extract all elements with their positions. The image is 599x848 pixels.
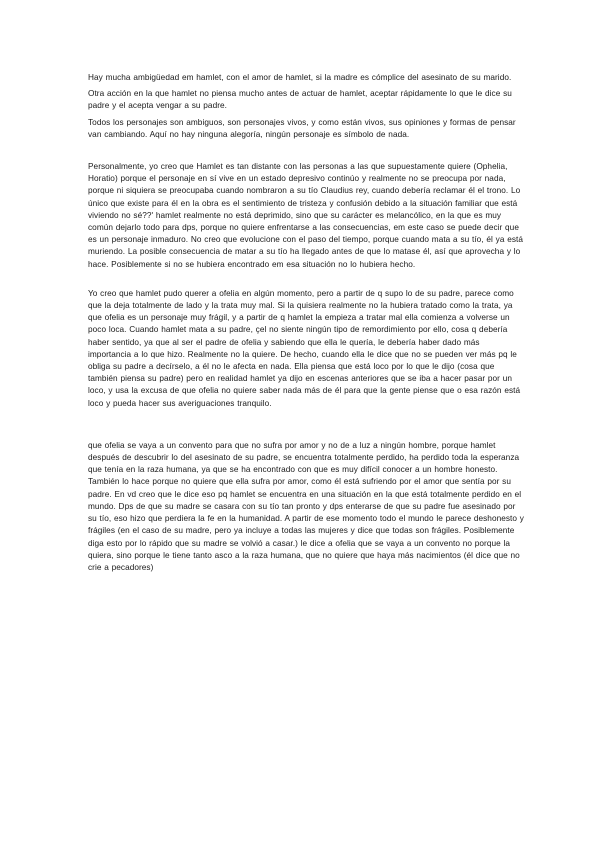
paragraph-personal-opinion: Personalmente, yo creo que Hamlet es tan distante con las personas a las que supuestamente quiere (Ophelia, Horatio) porque el personaje en sí vive en un estado depresivo continúo y realmente no se preocupa por nada, porque ni siquiera se preocupaba cuando nombraron a su tío Claudius rey, cuando debería reclamar él el trono. Lo único que existe para él en la obra es el sentimiento de tristeza y confusión debido a la situación familiar que está viviendo no sé??' hamlet realmente no está deprimido, sino que su carácter es melancólico, en la que es muy común dejarlo todo para dps, porque no quiere enfrentarse a las consecuencias, em este caso se puede decir que es un personaje inmaduro. No creo que evolucione con el paso del tiempo, porque cuando mata a su tío, él ya está muriendo. La posible consecuencia de matar a su tío ha llegado antes de que lo matase él, así que aprovecha y lo hace. Posiblemente si no se hubiera encontrado em esa situación no lo hubiera hecho. <box>88 162 524 269</box>
paragraph-ofelia-love: Yo creo que hamlet pudo querer a ofelia en algún momento, pero a partir de q supo lo de su padre, parece como que la deja totalmente de lado y la trata muy mal. Si la quisiera realmente no la hubiera tratado como la trata, ya que ofelia es un personaje muy frágil, y a partir de q hamlet la empieza a tratar mal ella comienza a volverse un poco loca. Cuando hamlet mata a su padre, çel no siente ningún tipo de remordimiento por ello, cosa q debería haber sentido, ya que al ser el padre de ofelia y sabiendo que ella le quería, le debería haber dado más importancia a lo que hizo. Realmente no la quiere. De hecho, cuando ella le dice que no se pueden ver más pq le obliga su padre a decírselo, a él no le afecta en nada. Ella piensa que está loco por lo que le dijo (cosa que también piensa su padre) pero en realidad hamlet ya dijo en escenas anteriores que se iba a hacer pasar por un loco, y usa la excusa de que ofelia no quiere saber nada más de él para que la gente piense que o esa razón está loco y pueda hacer sus averiguaciones tranquilo. <box>88 288 521 408</box>
paragraph-ambiguity: Hay mucha ambigüedad em hamlet, con el amor de hamlet, si la madre es cómplice del asesinato de su marido. <box>88 73 512 82</box>
paragraph-characters: Todos los personajes son ambiguos, son personajes vivos, y como están vivos, sus opiniones y formas de pensar van cambiando. Aquí no hay ninguna alegoría, ningún personaje es símbolo de nada. <box>88 117 516 139</box>
document-body <box>88 72 524 574</box>
paragraph-convent: que ofelia se vaya a un convento para que no sufra por amor y no de a luz a ningún hombre, porque hamlet después de descubrir lo del asesinato de su padre, se encuentra totalmente perdido, ha perdido toda la esperanza que tenía en la raza humana, ya que se ha encontrado con que es muy difícil conocer a un hombre honesto. También lo hace porque no quiere que ella sufra por amor, como él está sufriendo por el amor que sentía por su padre. En vd creo que le dice eso pq hamlet se encuentra en una situación en la que está totalmente perdido en el mundo. Dps de que su madre se casara con su tío tan pronto y dps enterarse de que su padre fue asesinado por su tío, eso hizo que perdiera la fe en la humanidad. A partir de ese momento todo el mundo le parece deshonesto y frágiles (en el caso de su madre, pero ya incluye a todas las mujeres y dice que todas son frágiles. Posiblemente diga esto por lo rápido que su madre se volvió a casar.) le dice a ofelia que se vaya a un convento no porque la quiera, sino porque le tiene tanto asco a la raza humana, que no quiere que haya más nacimientos (él dice que no crie a pecadores) <box>88 440 524 572</box>
paragraph-action: Otra acción en la que hamlet no piensa mucho antes de actuar de hamlet, aceptar rápidamente lo que le dice su padre y el acepta vengar a su padre. <box>88 89 512 111</box>
